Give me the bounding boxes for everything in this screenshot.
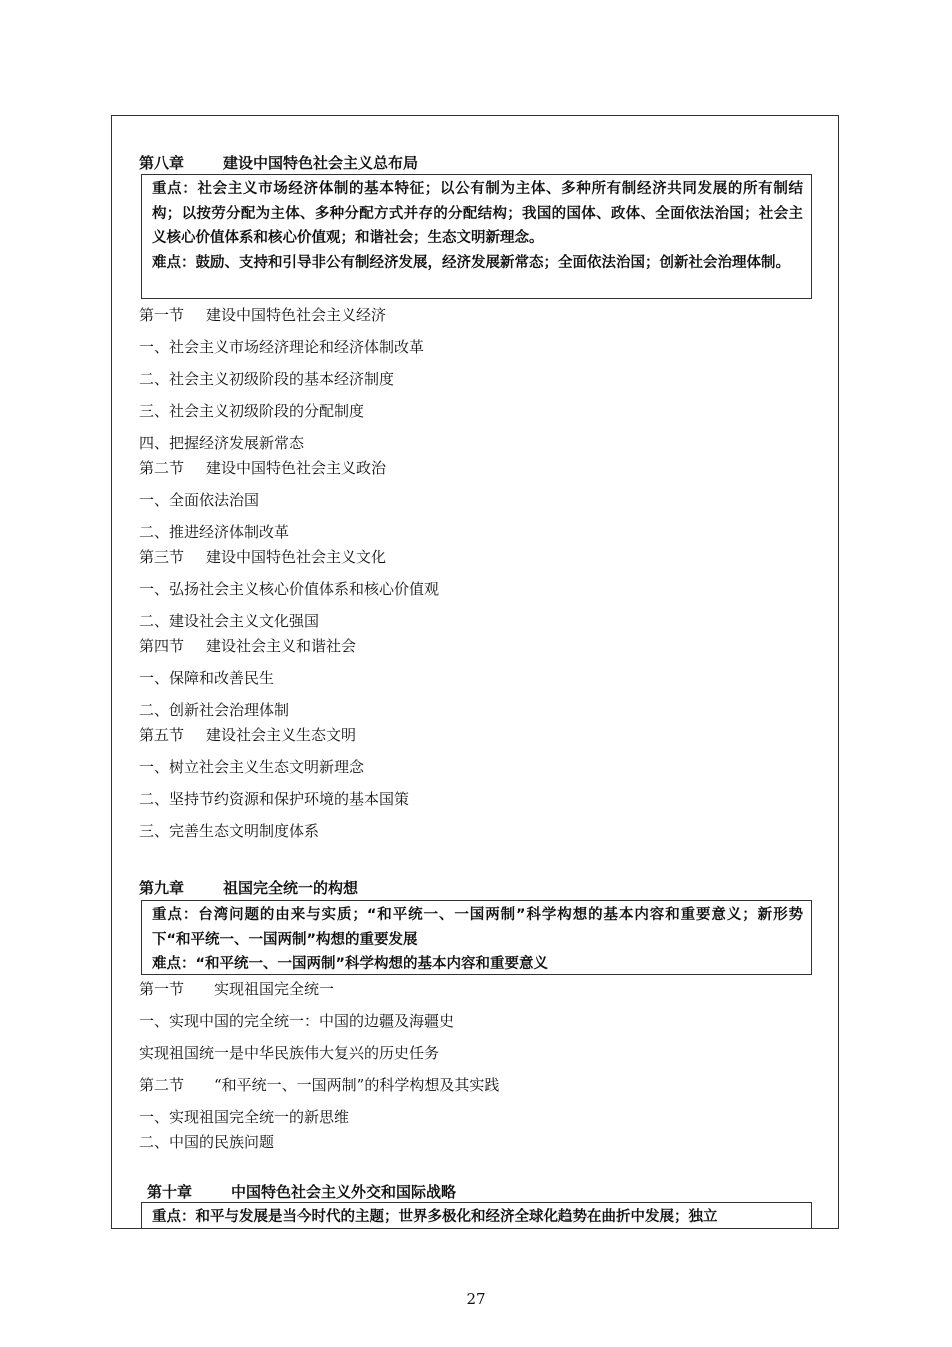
list-item: 二、中国的民族问题	[139, 1133, 275, 1151]
section-title: “和平统一、一国两制”的科学构想及其实践	[214, 1076, 500, 1094]
list-item: 二、社会主义初级阶段的基本经济制度	[139, 370, 395, 388]
section-title: 建设中国特色社会主义经济	[206, 306, 387, 324]
list-item: 二、建设社会主义文化强国	[139, 612, 320, 630]
list-item: 一、社会主义市场经济理论和经济体制改革	[139, 338, 425, 356]
section-label: 第四节	[139, 637, 185, 655]
chapter-heading	[139, 877, 358, 898]
section-heading	[139, 457, 386, 478]
section-title: 建设中国特色社会主义政治	[206, 459, 387, 477]
section-label: 第三节	[139, 548, 185, 566]
key-points-box	[141, 1202, 812, 1229]
key-points-text: 重点：和平与发展是当今时代的主题；世界多极化和经济全球化趋势在曲折中发展；独立	[152, 1209, 718, 1225]
key-points-box	[141, 174, 812, 299]
section-heading	[139, 1074, 499, 1095]
list-item: 一、树立社会主义生态文明新理念	[139, 758, 365, 776]
list-item: 一、弘扬社会主义核心价值体系和核心价值观	[139, 580, 440, 598]
key-points-box	[141, 900, 812, 975]
chapter-number: 第九章	[139, 879, 185, 897]
list-item: 一、实现中国的完全统一：中国的边疆及海疆史	[139, 1012, 455, 1030]
chapter-title: 祖国完全统一的构想	[223, 879, 359, 897]
list-item: 二、坚持节约资源和保护环境的基本国策	[139, 790, 410, 808]
section-label: 第二节	[139, 1076, 185, 1094]
key-points-text: 重点：社会主义市场经济体制的基本特征；以公有制为主体、多种所有制经济共同发展的所有制结构；以按劳分配为主体、多种分配方式并存的分配结构；我国的国体、政体、全面依法治国；社会主义核心价值体系和核心价值观；和谐社会；生态文明新理念。	[152, 181, 803, 247]
page-number: 27	[466, 1290, 486, 1308]
section-label: 第二节	[139, 459, 185, 477]
key-points-text: 重点：台湾问题的由来与实质；“和平统一、一国两制”科学构想的基本内容和重要意义；新形势下“和平统一、一国两制”构想的重要发展	[152, 907, 803, 948]
section-title: 建设中国特色社会主义文化	[206, 548, 387, 566]
section-title: 实现祖国完全统一	[214, 980, 335, 998]
list-item: 三、社会主义初级阶段的分配制度	[139, 402, 365, 420]
chapter-heading	[147, 1181, 456, 1202]
list-item: 二、推进经济体制改革	[139, 523, 290, 541]
section-label: 第一节	[139, 980, 185, 998]
section-heading	[139, 724, 356, 745]
chapter-number: 第十章	[147, 1183, 193, 1201]
difficult-points-text: 难点：“和平统一、一国两制”科学构想的基本内容和重要意义	[152, 956, 549, 973]
list-item: 二、创新社会治理体制	[139, 701, 290, 719]
chapter-title: 建设中国特色社会主义总布局	[223, 154, 419, 172]
content-frame	[111, 115, 839, 1229]
section-heading	[139, 635, 356, 656]
list-item: 一、全面依法治国	[139, 491, 260, 509]
list-item: 三、完善生态文明制度体系	[139, 822, 320, 840]
section-heading	[139, 546, 386, 567]
section-title: 建设社会主义和谐社会	[206, 637, 357, 655]
list-item: 实现祖国统一是中华民族伟大复兴的历史任务	[139, 1044, 440, 1062]
list-item: 一、实现祖国完全统一的新思维	[139, 1108, 350, 1126]
section-heading	[139, 304, 386, 325]
list-item: 四、把握经济发展新常态	[139, 434, 305, 452]
section-label: 第五节	[139, 726, 185, 744]
section-title: 建设社会主义生态文明	[206, 726, 357, 744]
chapter-title: 中国特色社会主义外交和国际战略	[231, 1183, 457, 1201]
section-label: 第一节	[139, 306, 185, 324]
list-item: 一、保障和改善民生	[139, 669, 275, 687]
difficult-points-text: 难点：鼓励、支持和引导非公有制经济发展，经济发展新常态；全面依法治国；创新社会治理体制。	[152, 254, 790, 271]
chapter-number: 第八章	[139, 154, 185, 172]
section-heading	[139, 978, 334, 999]
chapter-heading	[139, 152, 418, 173]
